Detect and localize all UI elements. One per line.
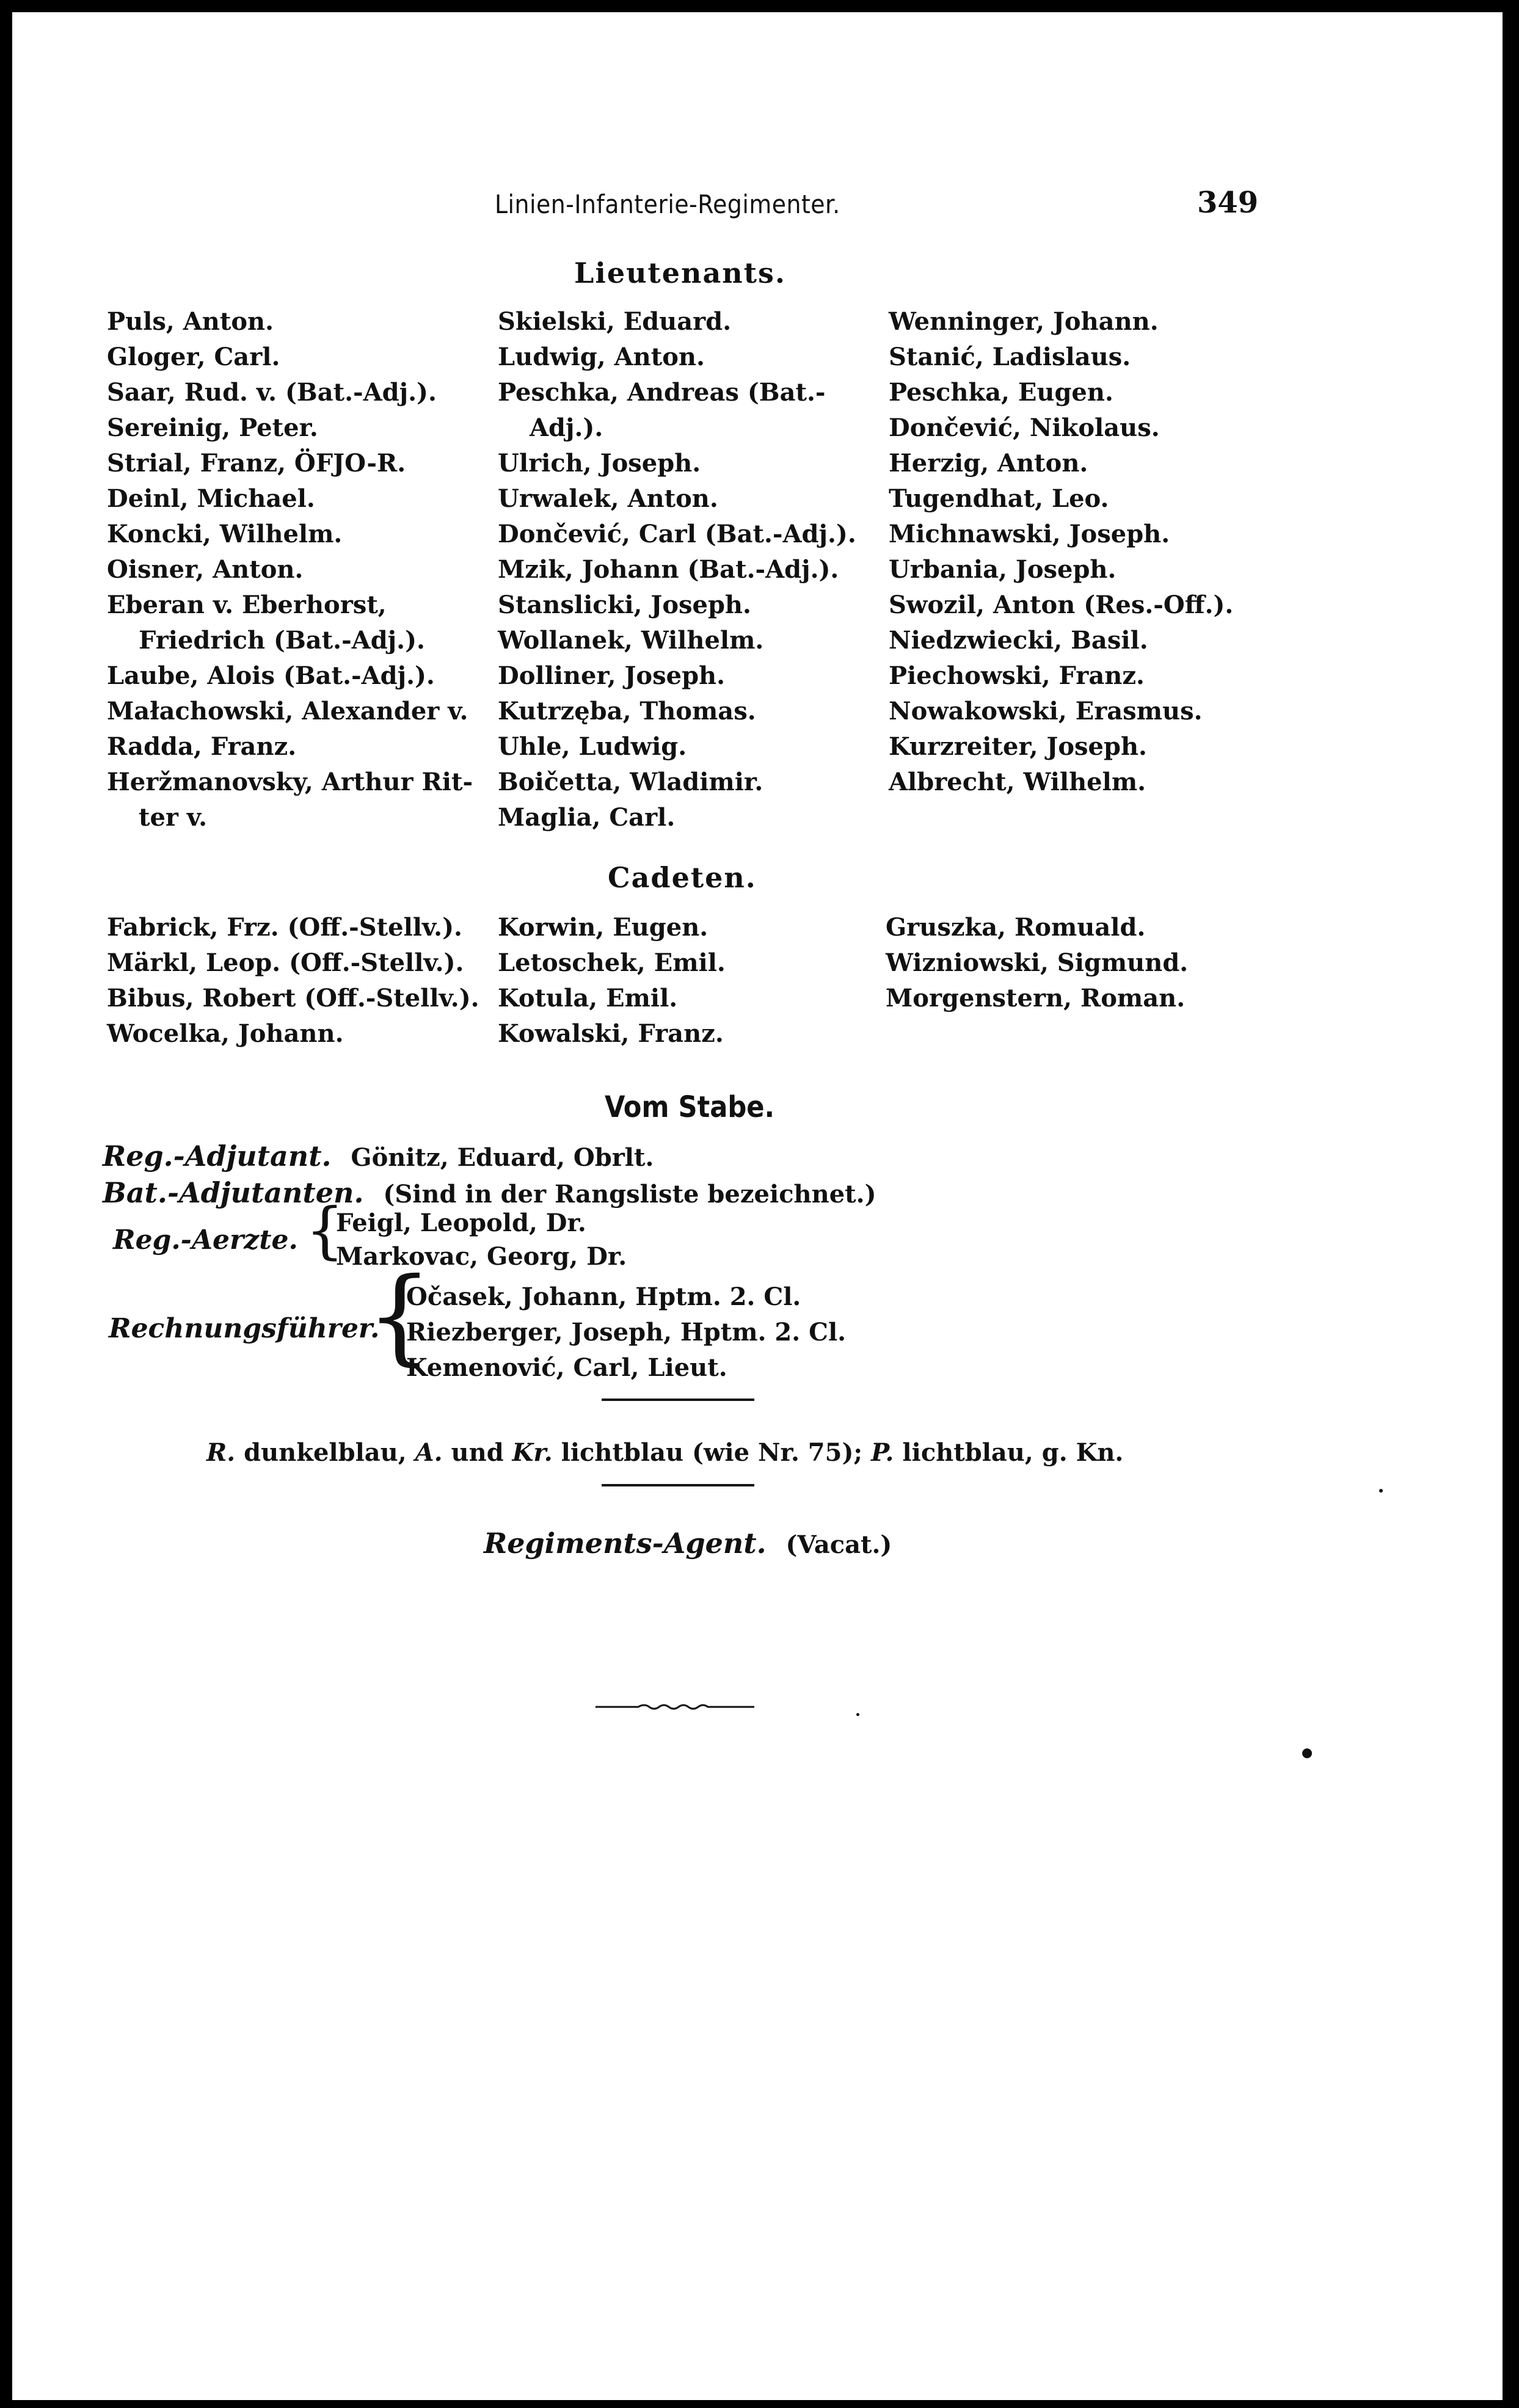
list-item: Urwalek, Anton. xyxy=(498,484,718,513)
section-title-lieutenants: Lieutenants. xyxy=(574,256,786,289)
list-item: Oisner, Anton. xyxy=(107,555,304,584)
list-item: Herzig, Anton. xyxy=(889,449,1088,478)
list-item: Sereinig, Peter. xyxy=(107,413,318,442)
list-item: Kowalski, Franz. xyxy=(498,1019,724,1048)
lieutenants-column-3 xyxy=(889,304,1233,800)
ink-spot xyxy=(1302,1748,1312,1758)
list-item: Riezberger, Joseph, Hptm. 2. Cl. xyxy=(406,1318,847,1347)
agent-label: Regiments-Agent. xyxy=(484,1527,767,1560)
color-kr-text: lichtblau (wie Nr. 75); xyxy=(561,1438,863,1467)
list-item: Puls, Anton. xyxy=(107,307,274,336)
list-item: Wocelka, Johann. xyxy=(107,1019,344,1048)
list-item: Swozil, Anton (Res.-Off.). xyxy=(889,591,1234,619)
color-und: und xyxy=(451,1438,504,1467)
list-item: Letoschek, Emil. xyxy=(498,948,726,977)
list-item: Dolliner, Joseph. xyxy=(498,661,726,690)
list-item: Uhle, Ludwig. xyxy=(498,732,687,761)
list-item: Wenninger, Johann. xyxy=(889,307,1159,336)
running-header: Linien-Infanterie-Regimenter. xyxy=(495,189,840,219)
divider-2 xyxy=(602,1484,754,1486)
list-item: Ludwig, Anton. xyxy=(498,343,705,371)
list-item: Peschka, Andreas (Bat.- xyxy=(498,378,826,407)
list-item: Nowakowski, Erasmus. xyxy=(889,697,1203,726)
list-item: Wizniowski, Sigmund. xyxy=(886,948,1189,977)
reg-adjutant-row xyxy=(103,1140,654,1173)
list-item: Ulrich, Joseph. xyxy=(498,449,701,478)
section-title-staff: Vom Stabe. xyxy=(605,1090,774,1124)
color-p-text: lichtblau, g. Kn. xyxy=(902,1438,1124,1467)
list-item: Urbania, Joseph. xyxy=(889,555,1116,584)
list-item: Heržmanovsky, Arthur Rit- xyxy=(107,768,473,796)
list-item: Feigl, Leopold, Dr. xyxy=(336,1209,586,1237)
list-item: Stanslicki, Joseph. xyxy=(498,591,751,619)
bat-adjutanten-label: Bat.-Adjutanten. xyxy=(103,1176,364,1209)
reg-adjutant-value: Gönitz, Eduard, Obrlt. xyxy=(351,1143,654,1172)
bat-adjutanten-row xyxy=(103,1176,876,1209)
list-item: Saar, Rud. v. (Bat.-Adj.). xyxy=(107,378,437,407)
list-item: Wollanek, Wilhelm. xyxy=(498,626,764,655)
brace-rechnungsfuehrer: { xyxy=(366,1256,433,1377)
rechnungsfuehrer-list xyxy=(406,1279,846,1386)
list-item: Małachowski, Alexander v. xyxy=(107,697,468,726)
list-item: Korwin, Eugen. xyxy=(498,913,709,942)
color-kr-label: Kr. xyxy=(512,1438,553,1467)
lieutenants-column-1 xyxy=(107,304,473,835)
list-item: Očasek, Johann, Hptm. 2. Cl. xyxy=(406,1282,801,1311)
book-page xyxy=(12,12,1503,2400)
colors-row xyxy=(206,1438,1123,1467)
cadeten-column-2 xyxy=(498,910,726,1052)
agent-row xyxy=(484,1527,892,1560)
list-item: Niedzwiecki, Basil. xyxy=(889,626,1148,655)
list-item: Tugendhat, Leo. xyxy=(889,484,1109,513)
list-item: Albrecht, Wilhelm. xyxy=(889,768,1146,796)
ink-speck-2 xyxy=(1379,1489,1383,1493)
list-item: Kurzreiter, Joseph. xyxy=(889,732,1147,761)
reg-adjutant-label: Reg.-Adjutant. xyxy=(103,1140,332,1173)
list-item: Markovac, Georg, Dr. xyxy=(336,1242,627,1271)
list-item: Dončević, Nikolaus. xyxy=(889,413,1160,442)
list-item: Piechowski, Franz. xyxy=(889,661,1145,690)
section-title-cadeten: Cadeten. xyxy=(608,861,757,894)
reg-aerzte-label: Reg.-Aerzte. xyxy=(113,1224,298,1256)
divider-1 xyxy=(602,1399,754,1401)
lieutenants-column-2 xyxy=(498,304,856,835)
list-item: Bibus, Robert (Off.-Stellv.). xyxy=(107,984,479,1013)
list-item: Kemenović, Carl, Lieut. xyxy=(406,1353,727,1382)
page-number: 349 xyxy=(1197,186,1259,220)
list-item: Boičetta, Wladimir. xyxy=(498,768,763,796)
list-item: Radda, Franz. xyxy=(107,732,297,761)
list-item: Laube, Alois (Bat.-Adj.). xyxy=(107,661,435,690)
list-item: Mzik, Johann (Bat.-Adj.). xyxy=(498,555,839,584)
color-a-label: A. xyxy=(415,1438,443,1467)
list-item: Deinl, Michael. xyxy=(107,484,315,513)
cadeten-column-1 xyxy=(107,910,479,1052)
list-item: ter v. xyxy=(139,803,208,832)
color-r-label: R. xyxy=(206,1438,236,1467)
list-item: Friedrich (Bat.-Adj.). xyxy=(139,626,425,655)
list-item: Kotula, Emil. xyxy=(498,984,678,1013)
list-item: Peschka, Eugen. xyxy=(889,378,1113,407)
list-item: Gloger, Carl. xyxy=(107,343,280,371)
list-item: Maglia, Carl. xyxy=(498,803,676,832)
list-item: Gruszka, Romuald. xyxy=(886,913,1146,942)
list-item: Skielski, Eduard. xyxy=(498,307,732,336)
list-item: Fabrick, Frz. (Off.-Stellv.). xyxy=(107,913,462,942)
cadeten-column-3 xyxy=(886,910,1188,1016)
rechnungsfuehrer-label: Rechnungsführer. xyxy=(109,1313,380,1344)
color-r-text: dunkelblau, xyxy=(244,1438,407,1467)
list-item: Dončević, Carl (Bat.-Adj.). xyxy=(498,520,856,548)
list-item: Kutrzęba, Thomas. xyxy=(498,697,756,726)
list-item: Adj.). xyxy=(530,413,603,442)
list-item: Eberan v. Eberhorst, xyxy=(107,591,387,619)
list-item: Koncki, Wilhelm. xyxy=(107,520,343,548)
bat-adjutanten-value: (Sind in der Rangsliste bezeichnet.) xyxy=(383,1180,876,1209)
list-item: Michnawski, Joseph. xyxy=(889,520,1170,548)
agent-value: (Vacat.) xyxy=(785,1530,892,1559)
list-item: Strial, Franz, ÖFJO-R. xyxy=(107,449,406,478)
end-ornament xyxy=(596,1701,754,1713)
color-p-label: P. xyxy=(871,1438,894,1467)
brace-reg-aerzte: { xyxy=(305,1195,344,1266)
list-item: Stanić, Ladislaus. xyxy=(889,343,1131,371)
ink-speck-1 xyxy=(856,1713,859,1716)
list-item: Märkl, Leop. (Off.-Stellv.). xyxy=(107,948,464,977)
list-item: Morgenstern, Roman. xyxy=(886,984,1186,1013)
